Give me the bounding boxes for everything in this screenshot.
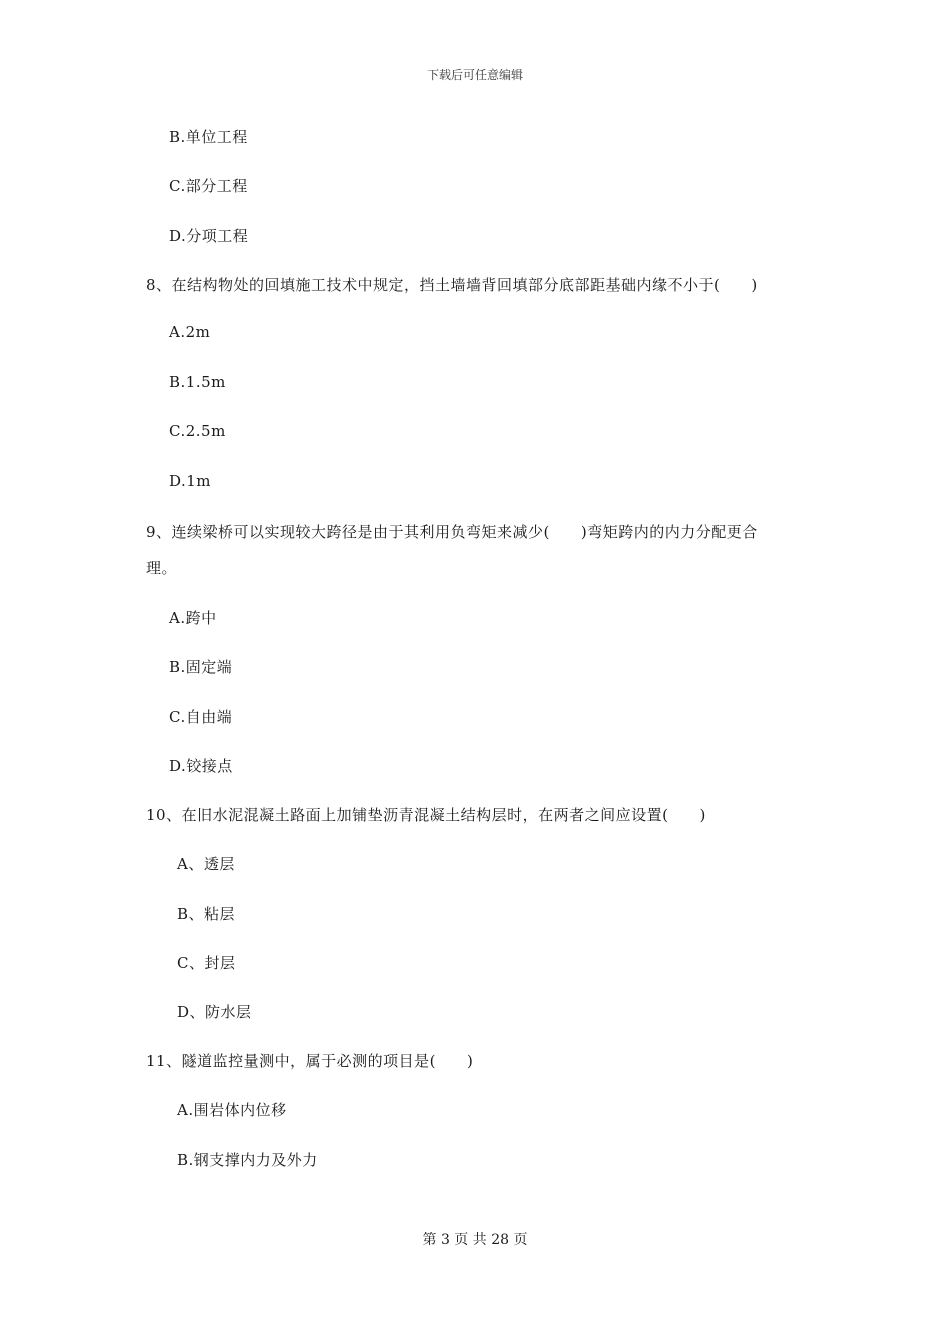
page-footer: 第 3 页 共 28 页 [422, 1232, 528, 1248]
q8-option-c: C.2.5m [169, 422, 226, 440]
q8-option-b: B.1.5m [169, 373, 226, 391]
q10-option-a: A、透层 [177, 855, 235, 873]
q11-option-b: B.钢支撑内力及外力 [177, 1151, 318, 1169]
q11-option-a: A.围岩体内位移 [177, 1101, 287, 1119]
q10-option-b: B、粘层 [177, 905, 236, 923]
q8-stem: 8、在结构物处的回填施工技术中规定，挡土墙墙背回填部分底部距基础内缘不小于( ) [146, 276, 758, 294]
q7-option-c: C.部分工程 [169, 177, 248, 195]
q9-option-d: D.铰接点 [169, 757, 233, 775]
q9-option-a: A.跨中 [169, 609, 217, 627]
q9-option-c: C.自由端 [169, 708, 233, 726]
q11-stem: 11、隧道监控量测中，属于必测的项目是( ) [146, 1052, 474, 1070]
q8-option-d: D.1m [169, 472, 212, 490]
q9-stem-line1: 9、连续梁桥可以实现较大跨径是由于其利用负弯矩来减少( )弯矩跨内的内力分配更合 [146, 523, 758, 541]
page-header: 下载后可任意编辑 [426, 68, 523, 82]
q10-stem: 10、在旧水泥混凝土路面上加铺垫沥青混凝土结构层时，在两者之间应设置( ) [146, 806, 706, 824]
q9-stem-line2: 理。 [146, 559, 178, 577]
q7-option-d: D.分项工程 [169, 227, 249, 245]
q7-option-b: B.单位工程 [169, 128, 248, 146]
q10-option-c: C、封层 [177, 954, 236, 972]
q10-option-d: D、防水层 [177, 1003, 252, 1021]
q8-option-a: A.2m [169, 323, 211, 341]
q9-option-b: B.固定端 [169, 658, 233, 676]
